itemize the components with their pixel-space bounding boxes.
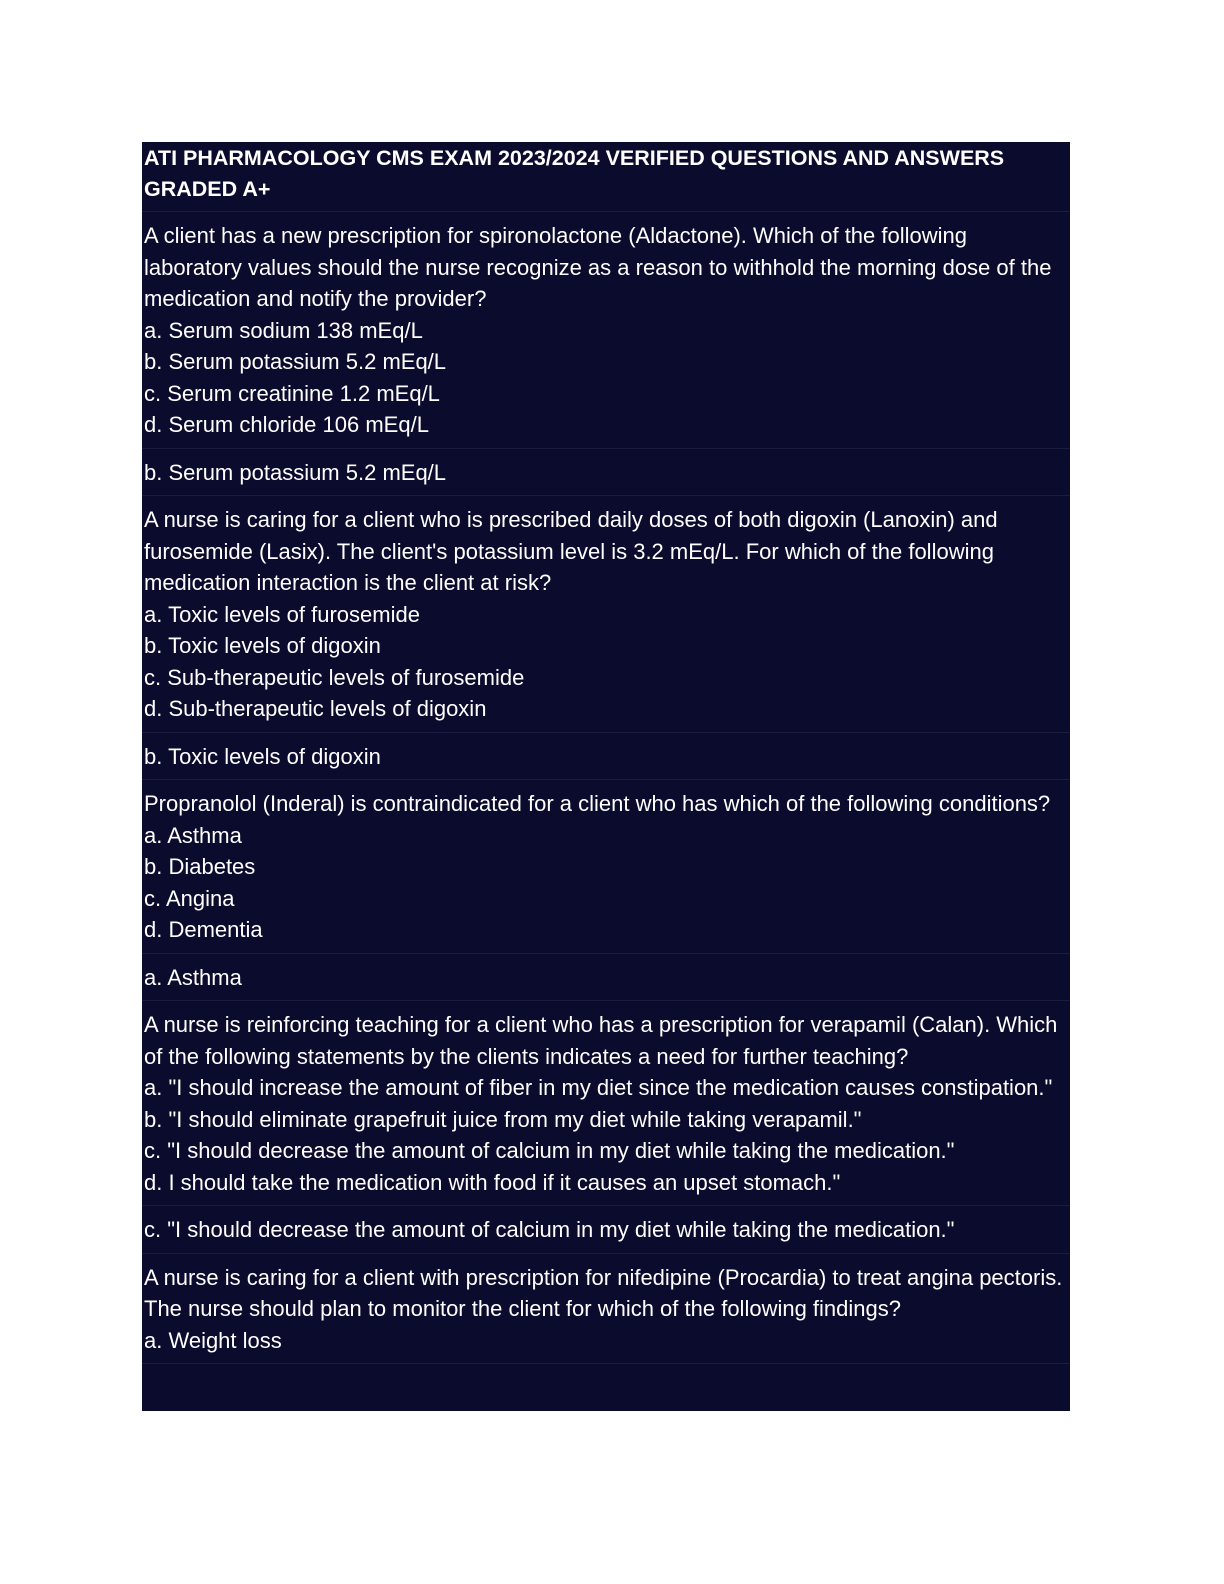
question-cell [142,1254,1070,1365]
option-d: d. I should take the medication with food if it causes an upset stomach." [144,1169,841,1195]
option-d: d. Serum chloride 106 mEq/L [144,412,429,437]
question-text: Propranolol (Inderal) is contraindicated for a client who has which of the following conditions? [144,791,1051,816]
option-c: c. Angina [144,885,235,911]
question-cell [142,496,1070,733]
option-d: d. Sub-therapeutic levels of digoxin [144,696,487,721]
answer-cell [142,1206,1070,1254]
document-title: ATI PHARMACOLOGY CMS EXAM 2023/2024 VERIFIED QUESTIONS AND ANSWERS GRADED A+ [142,142,1070,212]
answer-text: b. Serum potassium 5.2 mEq/L [144,459,447,485]
question-text: A nurse is reinforcing teaching for a client who has a prescription for verapamil (Calan). Which of the following statements by the clients indicates a need for further teaching? [144,1012,1058,1069]
option-d: d. Dementia [144,917,263,942]
option-a: a. "I should increase the amount of fiber in my diet since the medication causes constipation." [144,1075,1053,1100]
option-a: a. Toxic levels of furosemide [144,601,420,627]
option-a: a. Serum sodium 138 mEq/L [144,317,423,343]
answer-text: b. Toxic levels of digoxin [144,743,381,769]
answer-text: c. "I should decrease the amount of calcium in my diet while taking the medication." [144,1217,955,1242]
option-c: c. "I should decrease the amount of calcium in my diet while taking the medication." [144,1138,955,1163]
option-c: c. Serum creatinine 1.2 mEq/L [144,380,440,406]
option-b: b. Diabetes [144,854,256,879]
question-text: A nurse is caring for a client who is prescribed daily doses of both digoxin (Lanoxin) and furosemide (Lasix). The client's potassium level is 3.2 mEq/L. For which of the following medication interaction is the client at risk? [144,507,998,595]
answer-cell [142,954,1070,1002]
question-cell [142,212,1070,449]
question-cell [142,780,1070,954]
option-b: b. Toxic levels of digoxin [144,633,381,658]
question-cell [142,1001,1070,1206]
option-a: a. Weight loss [144,1327,282,1353]
option-c: c. Sub-therapeutic levels of furosemide [144,664,525,690]
option-b: b. Serum potassium 5.2 mEq/L [144,349,447,374]
exam-content-block [142,142,1070,1411]
answer-cell [142,449,1070,497]
answer-text: a. Asthma [144,964,242,990]
option-b: b. "I should eliminate grapefruit juice from my diet while taking verapamil." [144,1106,862,1132]
answer-cell [142,733,1070,781]
option-a: a. Asthma [144,822,242,848]
question-text: A client has a new prescription for spironolactone (Aldactone). Which of the following laboratory values should the nurse recognize as a reason to withhold the morning dose of the medication and notify the provider? [144,223,1052,311]
question-text: A nurse is caring for a client with prescription for nifedipine (Procardia) to treat angina pectoris. The nurse should plan to monitor the client for which of the following findings? [144,1264,1063,1321]
